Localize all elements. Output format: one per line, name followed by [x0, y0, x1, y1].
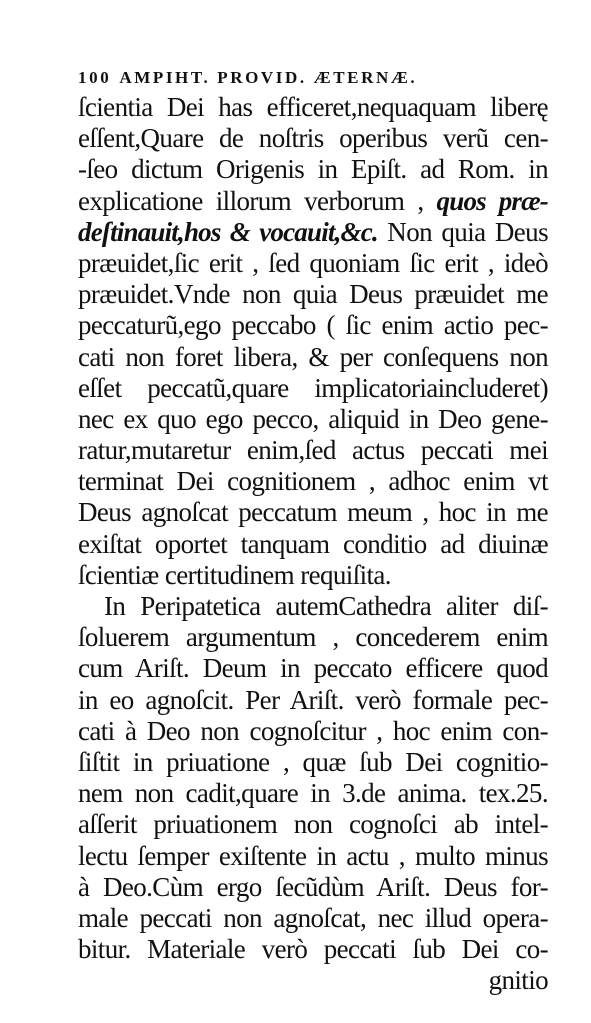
- text-line: præuidet.Vnde non quia Deus præuidet me: [78, 279, 548, 310]
- text-line: lectu ſemper exiſtente in actu , multo minus: [78, 840, 548, 871]
- text-line: cati à Deo non cognoſcitur , hoc enim con-: [78, 715, 548, 746]
- text-line: eſſent,Quare de noſtris operibus verũ cen-: [78, 123, 548, 154]
- page-number: 100: [78, 68, 112, 87]
- running-title: AMPIHT. PROVID. ÆTERNÆ.: [119, 68, 418, 87]
- text-line: explicatione illorum verborum , quos præ-: [78, 185, 548, 216]
- text-line: peccaturũ,ego peccabo ( ſic enim actio pec-: [78, 310, 548, 341]
- text-line: nec ex quo ego pecco, aliquid in Deo gene-: [78, 403, 548, 434]
- text-line: à Deo.Cùm ergo ſecũdùm Ariſt. Deus for-: [78, 871, 548, 902]
- text-line: In Peripatetica autemCathedra aliter diſ-: [104, 591, 548, 621]
- running-head: [78, 66, 548, 90]
- text-line: ſcientiæ certitudinem requiſita.: [78, 559, 391, 590]
- italic-quote: deſtinauit,hos & vocauit,&c.: [78, 216, 378, 247]
- text-line: eſſet peccatũ,quare implicatoriaincluderet): [78, 372, 548, 403]
- text-line: exiſtat oportet tanquam conditio ad diuinæ: [78, 528, 548, 559]
- text-line: terminat Dei cognitionem , adhoc enim vt: [78, 466, 548, 497]
- text-line: in eo agnoſcit. Per Ariſt. verò formale pec-: [78, 684, 548, 715]
- catchword: gnitio: [488, 965, 548, 996]
- text-line: -ſeo dictum Origenis in Epiſt. ad Rom. in: [78, 154, 548, 185]
- text-line: Deus agnoſcat peccatum meum , hoc in me: [78, 497, 548, 528]
- text-line: ſcientia Dei has efficeret,nequaquam liberę: [78, 92, 548, 122]
- italic-quote: quos præ-: [436, 185, 548, 216]
- text-line: deſtinauit,hos & vocauit,&c. Non quia Deus: [78, 216, 548, 247]
- text-line: ſoluerem argumentum , concederem enim: [78, 622, 548, 653]
- text-line: cum Ariſt. Deum in peccato efficere quod: [78, 653, 548, 684]
- book-page: [78, 66, 548, 996]
- text-line: bitur. Materiale verò peccati ſub Dei co-: [78, 934, 548, 965]
- text-line: nem non cadit,quare in 3.de anima. tex.25.: [78, 778, 548, 809]
- text-line: ratur,mutaretur enim,ſed actus peccati mei: [78, 435, 548, 466]
- text-line: cati non foret libera, & per conſequens non: [78, 341, 548, 372]
- text-line: ſiſtit in priuatione , quæ ſub Dei cognitio-: [78, 746, 548, 777]
- text-line: præuidet,ſic erit , ſed quoniam ſic erit , ideò: [78, 247, 548, 278]
- text-line: aſſerit priuationem non cognoſci ab intel-: [78, 809, 548, 840]
- text-line: male peccati non agnoſcat, nec illud opera-: [78, 902, 548, 933]
